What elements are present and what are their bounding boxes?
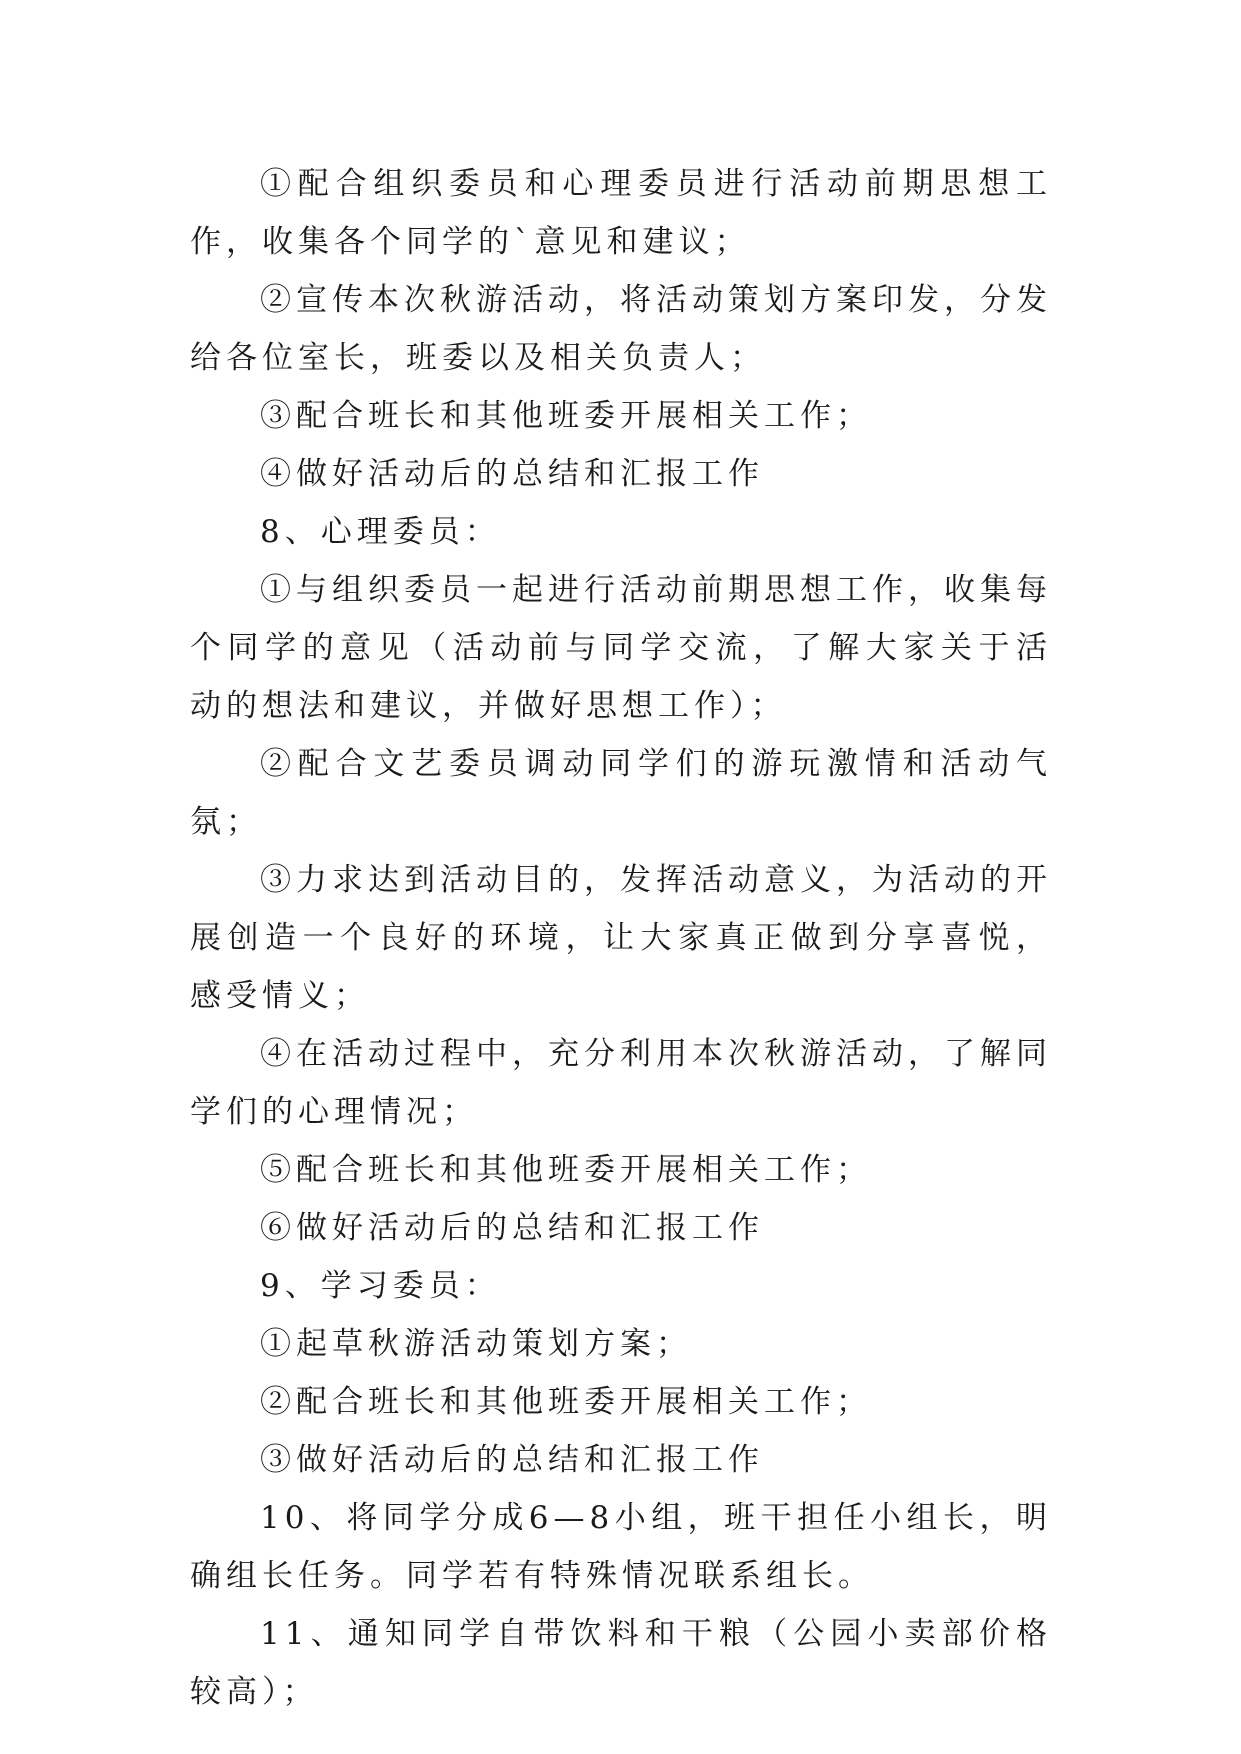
document-body (190, 155, 1052, 1721)
paragraph-16: 10、将同学分成6—8小组，班干担任小组长，明确组长任务。同学若有特殊情况联系组长。 (190, 1500, 1052, 1594)
paragraph-7: ②配合文艺委员调动同学们的游玩激情和活动气氛； (190, 746, 1052, 840)
paragraph-8: ③力求达到活动目的，发挥活动意义，为活动的开展创造一个良好的环境，让大家真正做到分享喜悦，感受情义； (190, 862, 1052, 1014)
paragraph-3: ③配合班长和其他班委开展相关工作； (260, 398, 872, 434)
paragraph-13: ①起草秋游活动策划方案； (260, 1326, 692, 1362)
paragraph-11: ⑥做好活动后的总结和汇报工作 (260, 1210, 764, 1246)
paragraph-14: ②配合班长和其他班委开展相关工作； (260, 1384, 872, 1420)
section-heading-8: 8、心理委员： (260, 514, 501, 550)
paragraph-17: 11、通知同学自带饮料和干粮（公园小卖部价格较高）； (190, 1616, 1052, 1710)
paragraph-4: ④做好活动后的总结和汇报工作 (260, 456, 764, 492)
paragraph-9: ④在活动过程中，充分利用本次秋游活动，了解同学们的心理情况； (190, 1036, 1052, 1130)
paragraph-2: ②宣传本次秋游活动，将活动策划方案印发，分发给各位室长，班委以及相关负责人； (190, 282, 1052, 376)
section-heading-9: 9、学习委员： (260, 1268, 501, 1304)
paragraph-6: ①与组织委员一起进行活动前期思想工作，收集每个同学的意见（活动前与同学交流，了解大家关于活动的想法和建议，并做好思想工作）； (190, 572, 1052, 724)
paragraph-15: ③做好活动后的总结和汇报工作 (260, 1442, 764, 1478)
paragraph-10: ⑤配合班长和其他班委开展相关工作； (260, 1152, 872, 1188)
paragraph-1: ①配合组织委员和心理委员进行活动前期思想工作，收集各个同学的`意见和建议； (190, 166, 1052, 260)
